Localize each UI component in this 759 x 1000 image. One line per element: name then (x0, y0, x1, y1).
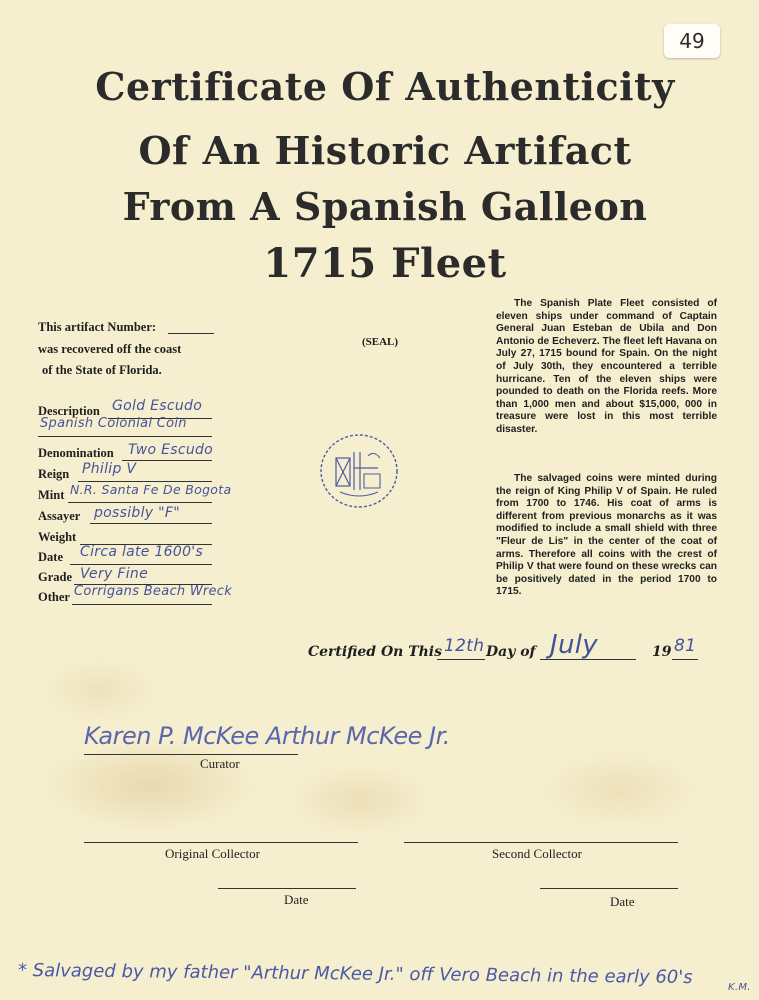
assayer-line (90, 523, 212, 524)
intro-line-3: of the State of Florida. (42, 363, 162, 377)
artifact-number-line (168, 333, 214, 334)
intro-line-2: was recovered off the coast (38, 342, 182, 356)
description-label: Description (38, 404, 100, 418)
assayer-value: possibly "F" (94, 505, 180, 521)
description-value-2: Spanish Colonial Coin (40, 416, 187, 431)
mint-line (68, 502, 212, 503)
certified-prefix: Certified On This (308, 644, 443, 660)
certified-year-value: 81 (674, 636, 697, 656)
other-line (72, 604, 212, 605)
original-collector-line (84, 842, 358, 843)
second-collector-line (404, 842, 678, 843)
curator-line (84, 754, 298, 755)
mint-value: N.R. Santa Fe De Bogota (70, 482, 232, 497)
title-line-4: 1715 Fleet (263, 240, 507, 287)
date-line-right (540, 888, 678, 889)
history-paragraph-1: The Spanish Plate Fleet consisted of eleven ships under command of Captain General Juan Esteban de Ubila and Don Antonio de Echeverz. The fleet left Havana on July 27, 1715 bound for Spain. On the night of July 30th, they encountered a terrible hurricane. Ten of the eleven ships were pounded to death on the Florida reefs. More than 1,000 men and about $15,000, 000 in treasure were lost in this most terrible disaster. (496, 298, 717, 435)
curator-signature: Karen P. McKee Arthur McKee Jr. (84, 722, 450, 750)
other-value: Corrigans Beach Wreck (74, 584, 233, 599)
history-paragraph-2: The salvaged coins were minted during the reign of King Philip V of Spain. He ruled from 1700 to 1746. His coat of arms is different from previous monarchs as it was modified to include a small shield with three "Fleur de Lis" in the center of the coat of arms. Therefore all coins with the crest of Philip V that were found on these wrecks can be positively dated in the period 1700 to 1715. (496, 473, 717, 598)
weight-label: Weight (38, 530, 77, 544)
certified-month-value: July (550, 630, 598, 660)
reign-value: Philip V (82, 461, 137, 477)
certified-year-prefix: 19 (652, 644, 672, 660)
date-line (70, 564, 212, 565)
title-line-3: From A Spanish Galleon (122, 184, 648, 229)
date-line-left (218, 888, 356, 889)
curator-label: Curator (200, 756, 240, 771)
certified-day-value: 12th (444, 636, 485, 656)
seal-label: (SEAL) (362, 336, 399, 348)
coin-sketch-drawing (316, 428, 402, 514)
certified-day-line (437, 659, 485, 660)
title-line-2: Of An Historic Artifact (138, 128, 632, 173)
title-line-1: Certificate Of Authenticity (95, 64, 675, 109)
denomination-value: Two Escudo (128, 442, 214, 458)
page-number-tag: 49 (664, 24, 720, 58)
certified-year-line (672, 659, 698, 660)
description-line-2 (38, 436, 212, 437)
description-value: Gold Escudo (112, 398, 203, 414)
handwritten-footnote: * Salvaged by my father "Arthur McKee Jr." off Vero Beach in the early 60's (17, 960, 693, 989)
second-collector-label: Second Collector (492, 846, 582, 861)
date-label-left: Date (284, 892, 309, 907)
original-collector-label: Original Collector (165, 846, 260, 861)
artifact-number-label: This artifact Number: (38, 320, 157, 334)
grade-label: Grade (38, 570, 73, 584)
certified-day-word: Day of (486, 644, 536, 660)
assayer-label: Assayer (38, 509, 81, 523)
grade-value: Very Fine (80, 566, 148, 582)
other-label: Other (38, 590, 70, 604)
date-label-right: Date (610, 894, 635, 909)
mint-label: Mint (38, 488, 65, 502)
date-label: Date (38, 550, 63, 564)
date-value: Circa late 1600's (80, 544, 204, 560)
footnote-initials: K.M. (728, 982, 751, 993)
denomination-label: Denomination (38, 446, 114, 460)
reign-label: Reign (38, 467, 70, 481)
